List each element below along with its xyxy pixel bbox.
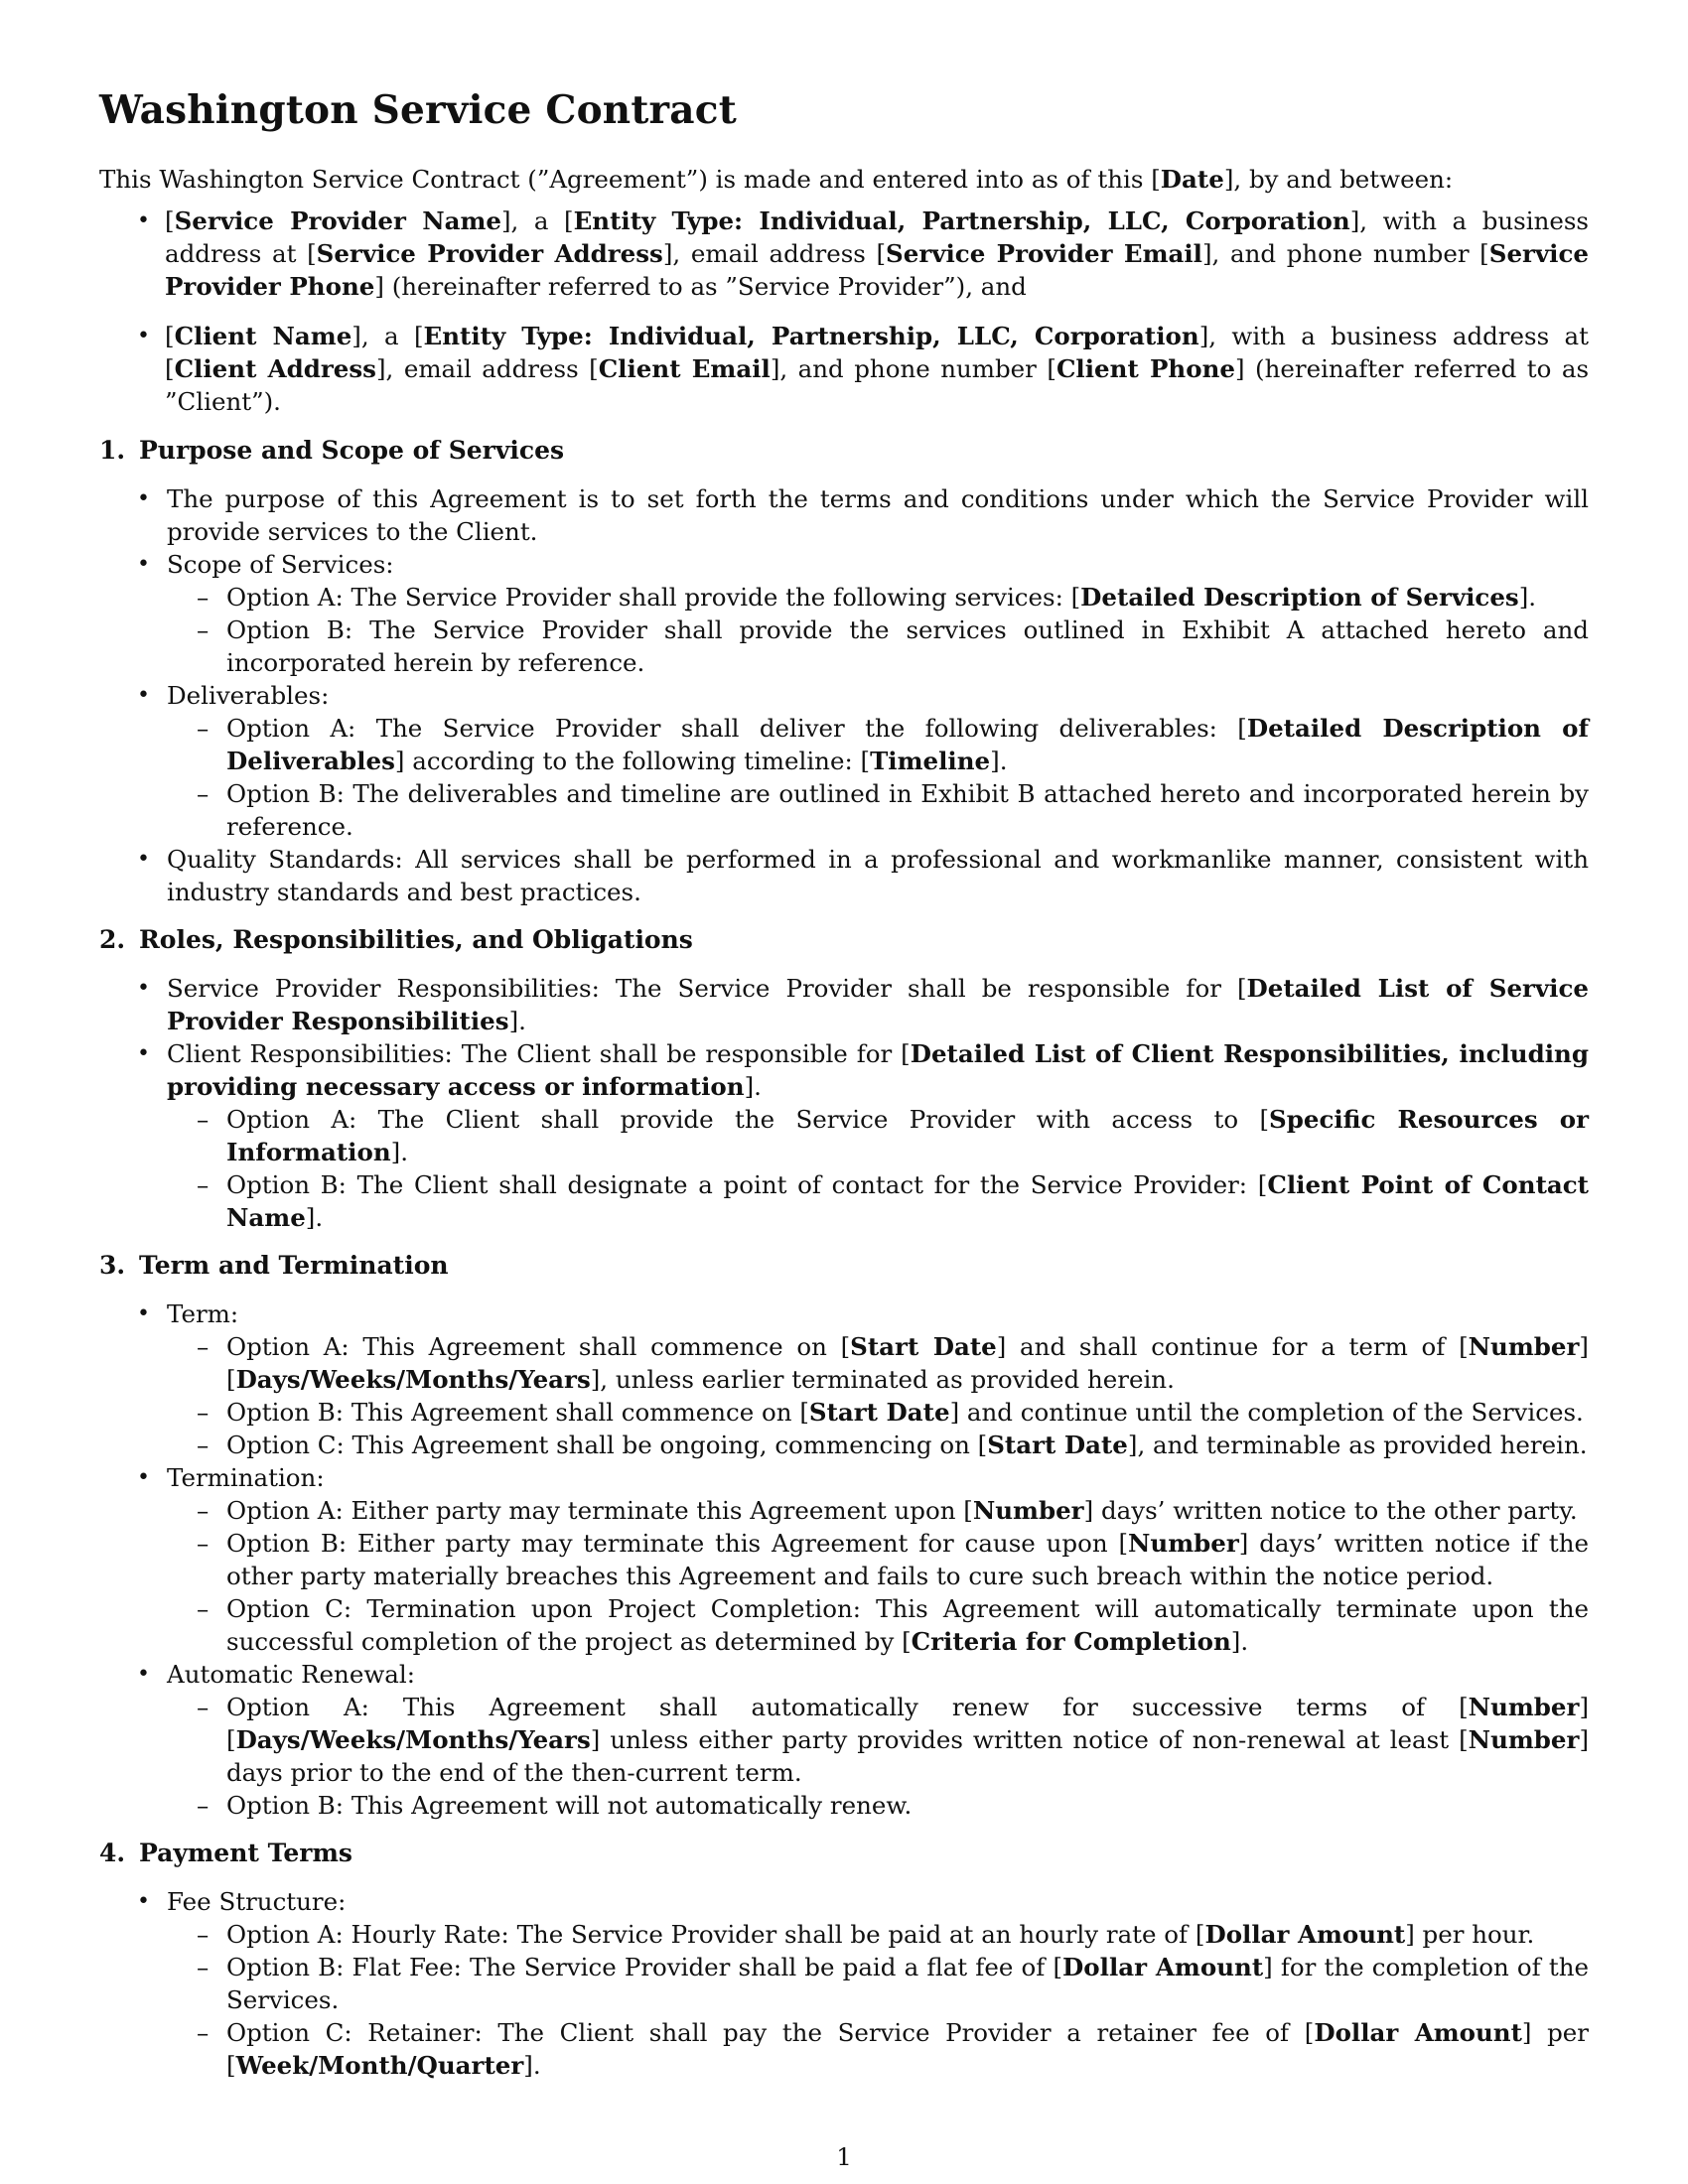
- placeholder-field: Service Provider Name: [174, 206, 501, 235]
- text-run: ] (hereinafter referred to as ”Service Provider”), and: [374, 272, 1027, 301]
- option-item: [167, 1951, 1589, 2016]
- text-run: ] per [: [226, 2018, 1589, 2080]
- placeholder-field: Criteria for Completion: [911, 1627, 1231, 1656]
- placeholder-field: Detailed List of Client Responsibilities, including providing necessary access or information: [167, 1039, 1589, 1101]
- text-run: This Washington Service Contract (”Agreement”) is made and entered into as of this [: [99, 165, 1161, 194]
- party-item: [99, 320, 1589, 418]
- list-item: [99, 482, 1589, 548]
- placeholder-field: Specific Resources or Information: [226, 1105, 1589, 1166]
- option-item: [167, 1691, 1589, 1789]
- text-run: ].: [523, 2051, 541, 2080]
- text-run: ].: [744, 1072, 762, 1101]
- text-run: ] and continue until the completion of the Services.: [949, 1398, 1584, 1427]
- text-run: ] for the completion of the Services.: [226, 1953, 1589, 2014]
- section-list: [99, 972, 1589, 1234]
- section-list: [99, 1297, 1589, 1822]
- text-run: ], by and between:: [1223, 165, 1454, 194]
- placeholder-field: Entity Type: Individual, Partnership, LLC, Corporation: [573, 206, 1350, 235]
- text-run: ], with a business address at [: [165, 322, 1589, 383]
- text-run: Option A: This Agreement shall commence on [: [226, 1332, 851, 1361]
- placeholder-field: Detailed Description of Deliverables: [226, 714, 1589, 775]
- text-run: ] and shall continue for a term of [: [996, 1332, 1469, 1361]
- text-run: Fee Structure:: [167, 1887, 347, 1916]
- placeholder-field: Detailed List of Service Provider Responsibilities: [167, 974, 1589, 1035]
- option-list: [167, 1330, 1589, 1461]
- text-run: ], and phone number [: [1202, 239, 1489, 268]
- document-body: [99, 205, 1589, 2098]
- text-run: Quality Standards: All services shall be performed in a professional and workmanlike manner, consistent with industry standards and best practices.: [167, 845, 1589, 906]
- placeholder-field: Start Date: [808, 1398, 950, 1427]
- text-run: The purpose of this Agreement is to set forth the terms and conditions under which the Service Provider will provide services to the Client.: [167, 484, 1589, 546]
- option-list: [167, 712, 1589, 843]
- text-run: ] days’ written notice to the other party.: [1083, 1496, 1578, 1525]
- placeholder-field: Dollar Amount: [1062, 1953, 1264, 1981]
- text-run: Option A: Hourly Rate: The Service Provider shall be paid at an hourly rate of [: [226, 1920, 1205, 1949]
- list-item: [99, 1885, 1589, 2082]
- text-run: [: [165, 322, 175, 350]
- section-number: 1.: [99, 436, 126, 465]
- section-number: 4.: [99, 1839, 126, 1867]
- option-list: [167, 1103, 1589, 1234]
- text-run: ].: [1230, 1627, 1249, 1656]
- placeholder-field: Dollar Amount: [1314, 2018, 1522, 2047]
- list-item: [99, 679, 1589, 843]
- placeholder-field: Client Name: [174, 322, 352, 350]
- placeholder-field: Number: [1468, 1693, 1580, 1721]
- section-title: Roles, Responsibilities, and Obligations: [139, 925, 693, 954]
- text-run: Scope of Services:: [167, 550, 394, 579]
- list-item: [99, 1297, 1589, 1461]
- text-run: Option A: Either party may terminate this Agreement upon [: [226, 1496, 973, 1525]
- placeholder-field: Client Point of Contact Name: [226, 1170, 1589, 1232]
- section-heading: [99, 435, 1589, 467]
- option-item: [167, 581, 1589, 614]
- text-run: ] [: [226, 1693, 1589, 1754]
- option-list: [167, 1494, 1589, 1658]
- section-heading: [99, 924, 1589, 956]
- option-item: [167, 1918, 1589, 1951]
- text-run: [: [165, 206, 175, 235]
- party-item: [99, 205, 1589, 303]
- placeholder-field: Detailed Description of Services: [1080, 583, 1519, 612]
- placeholder-field: Days/Weeks/Months/Years: [235, 1365, 591, 1394]
- section-title: Purpose and Scope of Services: [139, 436, 565, 465]
- section-heading: [99, 1250, 1589, 1282]
- section-title: Payment Terms: [139, 1839, 352, 1867]
- option-list: [167, 581, 1589, 679]
- list-item: [99, 548, 1589, 679]
- placeholder-field: Client Address: [174, 354, 376, 383]
- text-run: Service Provider Responsibilities: The Service Provider shall be responsible for [: [167, 974, 1247, 1003]
- text-run: ], email address [: [662, 239, 887, 268]
- placeholder-field: Week/Month/Quarter: [235, 2051, 524, 2080]
- option-item: [167, 712, 1589, 777]
- section-list: [99, 1885, 1589, 2082]
- option-item: [167, 777, 1589, 843]
- placeholder-field: Days/Weeks/Months/Years: [235, 1725, 591, 1754]
- document-page: [99, 0, 1589, 2184]
- option-item: [167, 1103, 1589, 1168]
- placeholder-field: Entity Type: Individual, Partnership, LLC, Corporation: [423, 322, 1199, 350]
- list-item: [99, 972, 1589, 1037]
- text-run: Client Responsibilities: The Client shall be responsible for [: [167, 1039, 911, 1068]
- option-item: [167, 1527, 1589, 1592]
- placeholder-field: Number: [1128, 1529, 1239, 1558]
- option-list: [167, 1691, 1589, 1822]
- text-run: Term:: [167, 1299, 239, 1328]
- placeholder-field: Service Provider Address: [316, 239, 663, 268]
- text-run: ] [: [226, 1332, 1589, 1394]
- option-item: [167, 1330, 1589, 1396]
- text-run: ] unless either party provides written notice of non-renewal at least [: [590, 1725, 1469, 1754]
- placeholder-field: Number: [1468, 1725, 1580, 1754]
- text-run: ].: [508, 1007, 526, 1035]
- option-item: [167, 1396, 1589, 1429]
- text-run: Option B: This Agreement shall commence on [: [226, 1398, 809, 1427]
- placeholder-field: Start Date: [987, 1431, 1128, 1459]
- section-list: [99, 482, 1589, 908]
- text-run: ], and terminable as provided herein.: [1127, 1431, 1588, 1459]
- text-run: ] days prior to the end of the then-current term.: [226, 1725, 1589, 1787]
- text-run: Option B: This Agreement will not automatically renew.: [226, 1791, 913, 1820]
- document-title: Washington Service Contract: [99, 87, 737, 133]
- text-run: ].: [990, 747, 1008, 775]
- option-item: [167, 614, 1589, 679]
- text-run: Option B: The Service Provider shall provide the services outlined in Exhibit A attached hereto and incorporated herein by reference.: [226, 615, 1589, 677]
- placeholder-field: Number: [1468, 1332, 1580, 1361]
- text-run: ] according to the following timeline: [: [394, 747, 871, 775]
- section-title: Term and Termination: [139, 1251, 449, 1280]
- option-item: [167, 1429, 1589, 1461]
- text-run: Option B: The Client shall designate a point of contact for the Service Provider: [: [226, 1170, 1268, 1199]
- text-run: ] days’ written notice if the other party materially breaches this Agreement and fails to cure such breach within the notice period.: [226, 1529, 1590, 1590]
- text-run: Option C: Retainer: The Client shall pay the Service Provider a retainer fee of [: [226, 2018, 1315, 2047]
- text-run: Option C: This Agreement shall be ongoing, commencing on [: [226, 1431, 988, 1459]
- option-item: [167, 1789, 1589, 1822]
- intro-paragraph: [99, 163, 1589, 196]
- page-number: 1: [836, 2142, 852, 2171]
- section-heading: [99, 1838, 1589, 1869]
- text-run: Option A: The Service Provider shall deliver the following deliverables: [: [226, 714, 1247, 743]
- parties-list: [99, 205, 1589, 418]
- text-run: ], a [: [352, 322, 424, 350]
- placeholder-field: Timeline: [870, 747, 991, 775]
- text-run: ] per hour.: [1405, 1920, 1535, 1949]
- text-run: ].: [390, 1138, 408, 1166]
- option-item: [167, 1592, 1589, 1658]
- text-run: ], unless earlier terminated as provided herein.: [590, 1365, 1175, 1394]
- text-run: ], with a business address at [: [165, 206, 1590, 268]
- placeholder-field: Number: [972, 1496, 1084, 1525]
- text-run: Option B: Flat Fee: The Service Provider shall be paid a flat fee of [: [226, 1953, 1063, 1981]
- sections-container: [99, 435, 1589, 2082]
- text-run: Termination:: [167, 1463, 325, 1492]
- text-run: ] (hereinafter referred to as ”Client”).: [165, 354, 1590, 416]
- text-run: ], and phone number [: [770, 354, 1056, 383]
- text-run: ].: [1518, 583, 1537, 612]
- text-run: Option B: Either party may terminate this Agreement for cause upon [: [226, 1529, 1129, 1558]
- list-item: [99, 843, 1589, 908]
- text-run: Option A: The Service Provider shall provide the following services: [: [226, 583, 1081, 612]
- section-number: 2.: [99, 925, 126, 954]
- placeholder-field: Service Provider Email: [886, 239, 1202, 268]
- option-item: [167, 1494, 1589, 1527]
- text-run: ], a [: [501, 206, 574, 235]
- text-run: ], email address [: [375, 354, 599, 383]
- text-run: Option C: Termination upon Project Completion: This Agreement will automatically terminate upon the successful completion of the project as determined by [: [226, 1594, 1589, 1656]
- placeholder-field: Start Date: [850, 1332, 997, 1361]
- text-run: Option A: This Agreement shall automatically renew for successive terms of [: [226, 1693, 1469, 1721]
- text-run: Automatic Renewal:: [167, 1660, 415, 1689]
- text-run: ].: [305, 1203, 324, 1232]
- text-run: Option A: The Client shall provide the Service Provider with access to [: [226, 1105, 1270, 1134]
- placeholder-field: Service Provider Phone: [165, 239, 1589, 301]
- list-item: [99, 1037, 1589, 1234]
- option-list: [167, 1918, 1589, 2082]
- option-item: [167, 1168, 1589, 1234]
- option-item: [167, 2016, 1589, 2082]
- placeholder-field: Client Phone: [1055, 354, 1235, 383]
- placeholder-field: Dollar Amount: [1204, 1920, 1406, 1949]
- text-run: Option B: The deliverables and timeline are outlined in Exhibit B attached hereto and incorporated herein by reference.: [226, 779, 1589, 841]
- list-item: [99, 1658, 1589, 1822]
- section-number: 3.: [99, 1251, 126, 1280]
- placeholder-field: Client Email: [598, 354, 771, 383]
- list-item: [99, 1461, 1589, 1658]
- text-run: Deliverables:: [167, 681, 330, 710]
- placeholder-field: Date: [1160, 165, 1224, 194]
